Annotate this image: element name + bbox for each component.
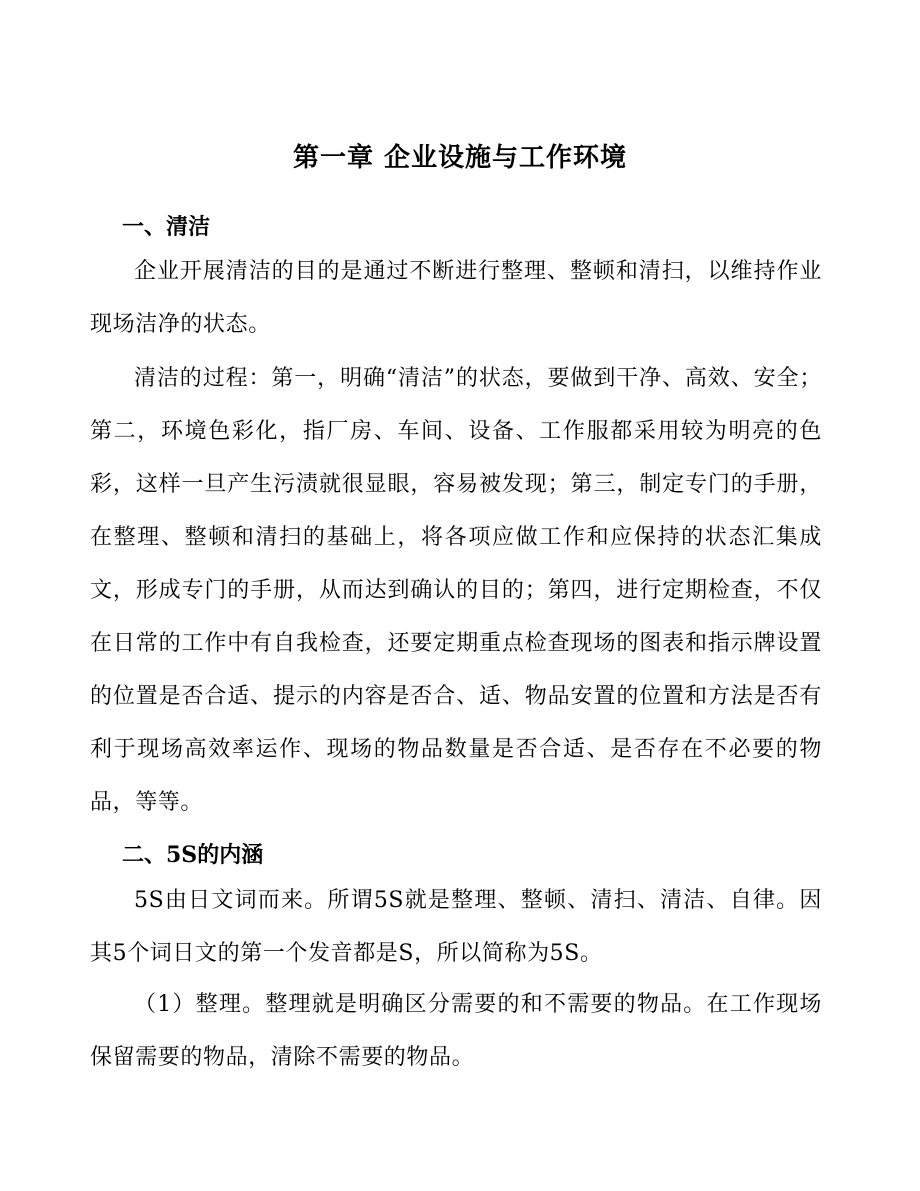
section-heading-cleaning: 一、清洁 [122, 214, 211, 240]
paragraph-cleaning-process: 清洁的过程：第一，明确“清洁”的状态，要做到干净、高效、安全；第二，环境色彩化，指厂房、车间、设备、工作服都采用较为明亮的色彩，这样一旦产生污渍就很显眼，容易被发现；第三，制定专门的手册，在整理、整顿和清扫的基础上，将各项应做工作和应保持的状态汇集成文，形成专门的手册，从而达到确认的目的；第四，进行定期检查，不仅在日常的工作中有自我检查，还要定期重点检查现场的图表和指示牌设置的位置是否合适、提示的内容是否合、适、物品安置的位置和方法是否有利于现场高效率运作、现场的物品数量是否合适、是否存在不必要的物品，等等。 [90, 366, 822, 815]
paragraph-5s-origin: 5S由日文词而来。所谓5S就是整理、整顿、清扫、清洁、自律。因其5个词日文的第一个发音都是S，所以简称为5S。 [90, 888, 822, 966]
section-heading-5s: 二、5S的内涵 [122, 842, 264, 868]
paragraph-5s-sort: （1）整理。整理就是明确区分需要的和不需要的物品。在工作现场保留需要的物品，清除不需要的物品。 [90, 992, 822, 1070]
chapter-title: 第一章 企业设施与工作环境 [292, 143, 628, 173]
paragraph-cleaning-purpose: 企业开展清洁的目的是通过不断进行整理、整顿和清扫，以维持作业现场洁净的状态。 [90, 259, 822, 337]
